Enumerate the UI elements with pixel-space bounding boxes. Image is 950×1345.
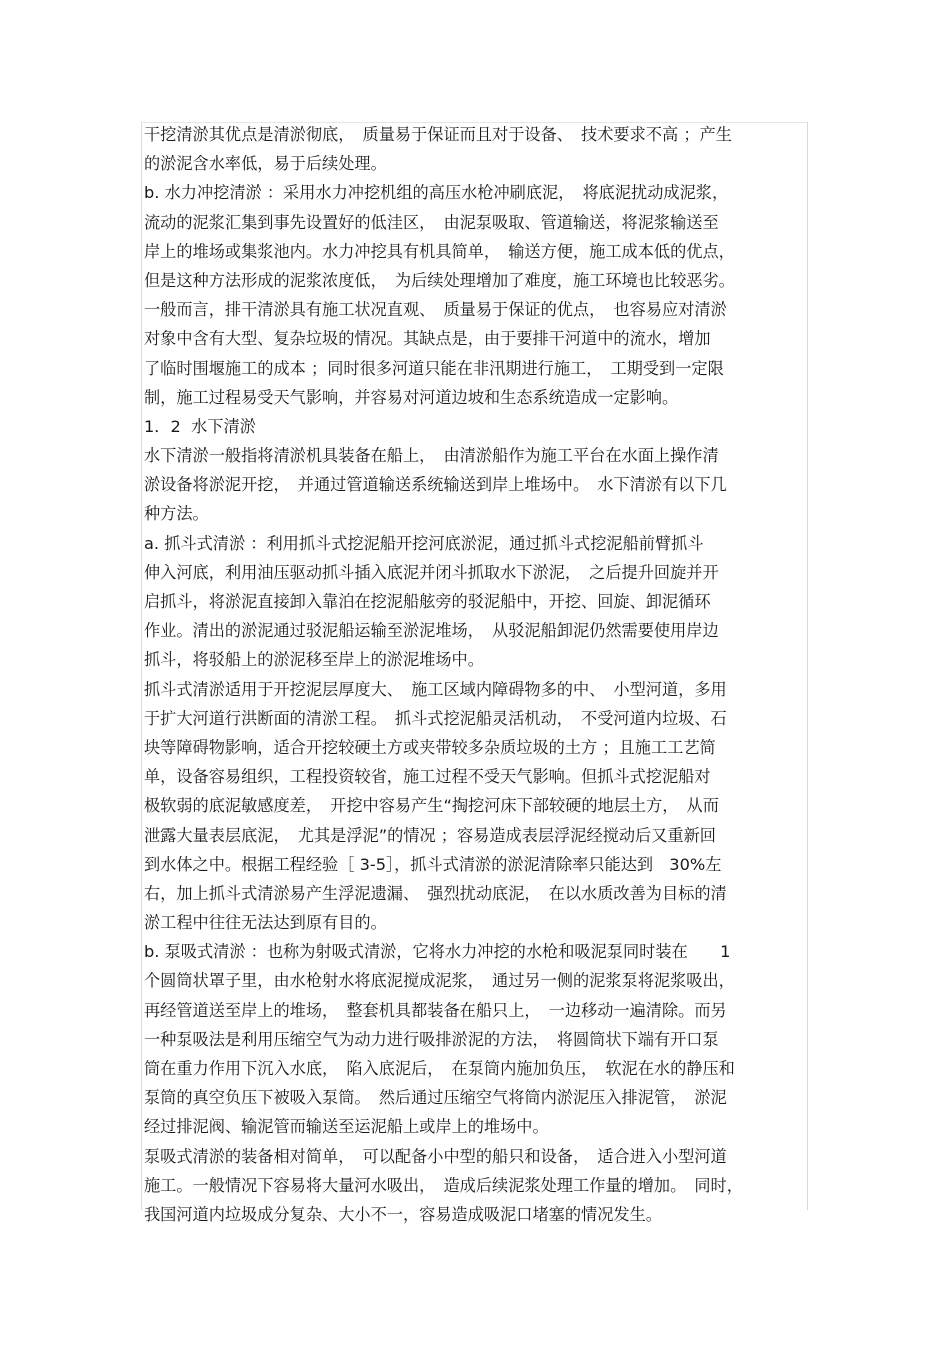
- text-line: a. 抓斗式清淤 ：利用抓斗式挖泥船开挖河底淤泥，通过抓斗式挖泥船前臂抓斗: [144, 533, 704, 553]
- text-line: b. 水力冲挖清淤 ：采用水力冲挖机组的高压水枪冲刷底泥， 将底泥扰动成泥浆，: [144, 183, 729, 203]
- text-line: 抓斗，将驳船上的淤泥移至岸上的淤泥堆场中。: [144, 650, 484, 670]
- text-line: 泄露大量表层底泥， 尤其是浮泥”的情况 ；容易造成表层浮泥经搅动后又重新回: [144, 825, 716, 845]
- text-line: 经过排泥阀、输泥管而输送至运泥船上或岸上的堆场中。: [144, 1117, 549, 1137]
- page-frame-left-border: [141, 122, 142, 1210]
- text-line: 一种泵吸法是利用压缩空气为动力进行吸排淤泥的方法， 将圆筒状下端有开口泵: [144, 1029, 719, 1049]
- text-line: 块等障碍物影响，适合开挖较硬土方或夹带较多杂质垃圾的土方 ；且施工工艺简: [144, 737, 716, 757]
- document-body: [144, 120, 806, 1229]
- text-line: 干挖清淤其优点是清淤彻底， 质量易于保证而且对于设备、 技术要求不高 ；产生: [144, 125, 732, 144]
- text-line: 于扩大河道行洪断面的清淤工程。 抓斗式挖泥船灵活机动， 不受河道内垃圾、石: [144, 708, 727, 728]
- text-line: 伸入河底，利用油压驱动抓斗插入底泥并闭斗抓取水下淤泥， 之后提升回旋并开: [144, 562, 719, 582]
- text-line: 淤设备将淤泥开挖， 并通过管道输送系统输送到岸上堆场中。 水下清淤有以下几: [144, 475, 727, 495]
- text-line: 单，设备容易组织，工程投资较省，施工过程不受天气影响。但抓斗式挖泥船对: [144, 767, 711, 787]
- text-line: b. 泵吸式清淤 ：也称为射吸式清淤，它将水力冲挖的水枪和吸泥泵同时装在 1: [144, 942, 731, 962]
- text-line: 水下清淤一般指将清淤机具装备在船上， 由清淤船作为施工平台在水面上操作清: [144, 446, 719, 466]
- page-frame-right-border: [807, 122, 808, 1210]
- text-line: 流动的泥浆汇集到事先设置好的低洼区， 由泥泵吸取、管道输送，将泥浆输送至: [144, 212, 719, 232]
- text-line: 筒在重力作用下沉入水底， 陷入底泥后， 在泵筒内施加负压， 软泥在水的静压和: [144, 1059, 735, 1078]
- text-line: 的淤泥含水率低，易于后续处理。: [144, 154, 387, 174]
- text-line: 种方法。: [144, 504, 209, 524]
- text-line: 作业。清出的淤泥通过驳泥船运输至淤泥堆场， 从驳泥船卸泥仍然需要使用岸边: [144, 621, 719, 641]
- text-line: 对象中含有大型、复杂垃圾的情况。其缺点是，由于要排干河道中的流水，增加: [144, 329, 711, 349]
- text-line: 泵吸式清淤的装备相对简单， 可以配备小中型的船只和设备， 适合进入小型河道: [144, 1146, 727, 1166]
- text-line: 到水体之中。根据工程经验［ 3-5］，抓斗式清淤的淤泥清除率只能达到 30%左: [144, 854, 722, 874]
- text-line: 个圆筒状罩子里，由水枪射水将底泥搅成泥浆， 通过另一侧的泥浆泵将泥浆吸出，: [144, 971, 735, 991]
- text-line: 施工。一般情况下容易将大量河水吸出， 造成后续泥浆处理工作量的增加。 同时，: [144, 1175, 743, 1195]
- text-line: 但是这种方法形成的泥浆浓度低， 为后续处理增加了难度，施工环境也比较恶劣。: [144, 270, 735, 290]
- text-line: 淤工程中往往无法达到原有目的。: [144, 913, 387, 933]
- text-line: 极软弱的底泥敏感度差， 开挖中容易产生“掏挖河床下部较硬的地层土方， 从而: [144, 796, 719, 816]
- text-line: 抓斗式清淤适用于开挖泥层厚度大、 施工区域内障碍物多的中、 小型河道，多用: [144, 679, 727, 699]
- text-line: 一般而言，排干清淤具有施工状况直观、 质量易于保证的优点， 也容易应对清淤: [144, 300, 727, 320]
- text-line: 右，加上抓斗式清淤易产生浮泥遗漏、 强烈扰动底泥， 在以水质改善为目标的清: [144, 883, 727, 903]
- text-line: 启抓斗，将淤泥直接卸入靠泊在挖泥船舷旁的驳泥船中，开挖、回旋、卸泥循环: [144, 592, 711, 611]
- text-line: 我国河道内垃圾成分复杂、大小不一，容易造成吸泥口堵塞的情况发生。: [144, 1204, 662, 1224]
- text-line: 制，施工过程易受天气影响，并容易对河道边坡和生态系统造成一定影响。: [144, 387, 679, 407]
- text-line: 再经管道送至岸上的堆场， 整套机具都装备在船只上， 一边移动一遍清除。而另: [144, 1000, 727, 1020]
- section-heading: 1．2 水下清淤: [144, 416, 256, 436]
- text-line: 泵筒的真空负压下被吸入泵筒。 然后通过压缩空气将筒内淤泥压入排泥管， 淤泥: [144, 1088, 727, 1108]
- text-line: 了临时围堰施工的成本 ；同时很多河道只能在非汛期进行施工， 工期受到一定限: [144, 358, 724, 378]
- text-line: 岸上的堆场或集浆池内。水力冲挖具有机具简单， 输送方便，施工成本低的优点，: [144, 241, 735, 261]
